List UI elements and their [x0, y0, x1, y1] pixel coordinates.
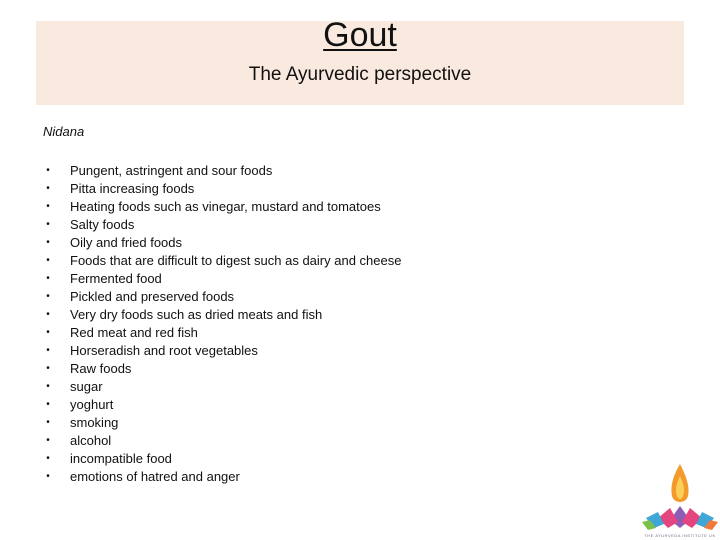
bullet-icon: •: [46, 435, 50, 446]
list-item-text: Fermented food: [70, 271, 162, 286]
bullet-icon: •: [46, 345, 50, 356]
bullet-icon: •: [46, 219, 50, 230]
section-label: Nidana: [43, 124, 85, 139]
diya-flame-lotus-icon: [640, 462, 720, 534]
list-item-text: Red meat and red fish: [70, 325, 198, 340]
list-item-text: Pitta increasing foods: [70, 181, 195, 196]
list-item-text: emotions of hatred and anger: [70, 469, 240, 484]
list-item-text: smoking: [70, 415, 119, 430]
list-item-text: alcohol: [70, 433, 112, 448]
bullet-icon: •: [46, 273, 50, 284]
list-item-text: Pungent, astringent and sour foods: [70, 163, 273, 178]
bullet-icon: •: [46, 237, 50, 248]
bullet-icon: •: [46, 471, 50, 482]
logo-caption: THE AYURVEDA INSTITUTE UK: [644, 533, 716, 538]
list-item-text: Oily and fried foods: [70, 235, 183, 250]
page-title: Gout: [323, 16, 397, 54]
bullet-icon: •: [46, 291, 50, 302]
page-subtitle: The Ayurvedic perspective: [248, 64, 472, 85]
bullet-icon: •: [46, 417, 50, 428]
bullet-icon: •: [46, 201, 50, 212]
institute-logo: [640, 462, 720, 540]
bullet-icon: •: [46, 327, 50, 338]
list-item-text: Horseradish and root vegetables: [70, 343, 258, 358]
bullet-icon: •: [46, 399, 50, 410]
list-item-text: yoghurt: [70, 397, 114, 412]
list-item-text: Heating foods such as vinegar, mustard and tomatoes: [70, 199, 381, 214]
bullet-icon: •: [46, 363, 50, 374]
bullet-icon: •: [46, 381, 50, 392]
bullet-icon: •: [46, 453, 50, 464]
list-item-text: sugar: [70, 379, 103, 394]
list-item-text: Very dry foods such as dried meats and fish: [70, 307, 323, 322]
list-item-text: Raw foods: [70, 361, 132, 376]
list-item-text: Foods that are difficult to digest such as dairy and cheese: [70, 253, 402, 268]
list-item-text: incompatible food: [70, 451, 172, 466]
bullet-icon: •: [46, 309, 50, 320]
bullet-icon: •: [46, 255, 50, 266]
list-item-text: Salty foods: [70, 217, 135, 232]
list-item-text: Pickled and preserved foods: [70, 289, 235, 304]
bullet-icon: •: [46, 183, 50, 194]
bullet-icon: •: [46, 165, 50, 176]
